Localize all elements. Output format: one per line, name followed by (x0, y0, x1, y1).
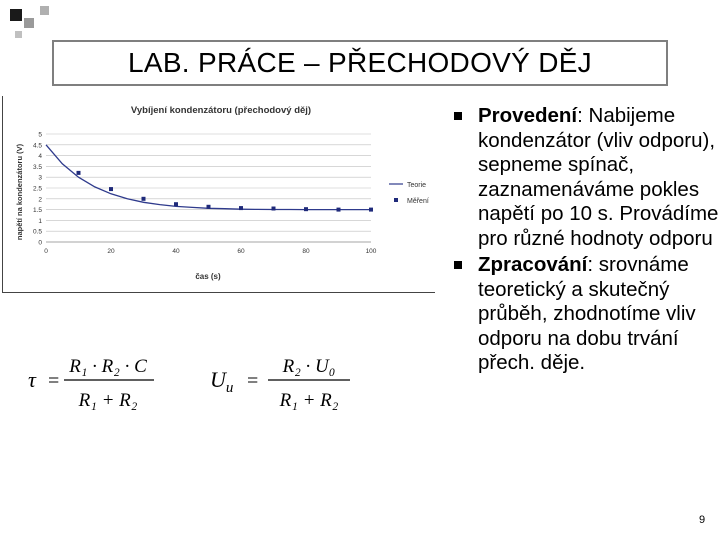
bullet-provedeni (452, 104, 720, 251)
bullet-square-icon (454, 261, 462, 269)
decorative-square-gray (24, 18, 34, 28)
y-tick-label: 3.5 (32, 163, 42, 171)
x-tick-label: 40 (172, 248, 180, 255)
tau-formula (28, 356, 154, 411)
bullet-square-icon (454, 112, 462, 120)
title-box (52, 40, 668, 86)
u-numerator: R₂ · U₀ (282, 356, 336, 377)
chart-panel (2, 96, 435, 293)
y-tick-label: 4.5 (32, 142, 42, 150)
slide-title: LAB. PRÁCE – PŘECHODOVÝ DĚJ (127, 47, 592, 78)
data-point-mereni (207, 205, 211, 209)
u-denominator: R₁ + R₂ (279, 390, 339, 411)
tau-symbol: τ (28, 367, 36, 392)
legend-marker-swatch (394, 198, 398, 202)
chart-y-label: napětí na kondenzátoru (V) (15, 143, 24, 241)
tau-numerator: R₁ · R₂ · C (69, 356, 147, 377)
data-point-mereni (174, 202, 178, 206)
bullet-zpracovani (452, 253, 720, 376)
page-number: 9 (699, 514, 706, 526)
u-formula (210, 356, 350, 411)
y-tick-label: 1.5 (32, 207, 42, 215)
x-tick-label: 60 (237, 248, 245, 255)
x-tick-label: 100 (365, 248, 377, 255)
bullet-text: : srovnáme teoretický a skutečný průběh, zhodnotíme vliv odporu na dobu trvání přech. děje. (478, 253, 696, 374)
decorative-square-dark (10, 9, 22, 21)
y-tick-label: 5 (38, 131, 42, 139)
x-tick-label: 80 (302, 248, 310, 255)
y-tick-label: 4 (38, 153, 42, 161)
y-tick-label: 2 (38, 196, 42, 204)
y-tick-label: 0 (38, 239, 42, 247)
tau-denominator: R₁ + R₂ (78, 390, 138, 411)
u-symbol (210, 367, 233, 396)
bullet-list (452, 104, 720, 378)
u-equals: = (247, 370, 259, 392)
data-point-mereni (239, 206, 243, 210)
data-point-mereni (369, 208, 373, 212)
chart-title: Vybíjení kondenzátoru (přechodový děj) (130, 105, 312, 116)
formula-area (20, 340, 400, 430)
y-tick-label: 1 (38, 217, 42, 225)
tau-equals: = (48, 370, 60, 392)
data-point-mereni (142, 197, 146, 201)
x-tick-label: 20 (107, 248, 115, 255)
data-point-mereni (77, 171, 81, 175)
bullet-text: : Nabijeme kondenzátor (vliv odporu), sepneme spínač, zaznamenáváme pokles napětí po 10 s. Provádíme pro různé hodnoty odporu (478, 104, 719, 250)
bullet-heading: Zpracování (478, 253, 588, 276)
x-tick-label: 0 (44, 248, 48, 255)
y-tick-label: 2.5 (32, 185, 42, 193)
legend-mereni: Měření (407, 198, 429, 205)
decorative-square-gray-tiny (15, 31, 22, 38)
discharge-chart (3, 96, 435, 292)
u-subscript: u (225, 380, 234, 396)
u-main: U (210, 367, 226, 392)
decorative-square-gray-small (40, 6, 49, 15)
legend-teorie: Teorie (407, 182, 427, 189)
chart-x-label: čas (s) (195, 272, 221, 281)
data-point-mereni (272, 207, 276, 211)
y-tick-label: 0.5 (32, 228, 42, 236)
bullet-heading: Provedení (478, 104, 578, 127)
y-tick-label: 3 (38, 174, 42, 182)
data-point-mereni (109, 187, 113, 191)
data-point-mereni (304, 207, 308, 211)
data-point-mereni (337, 208, 341, 212)
